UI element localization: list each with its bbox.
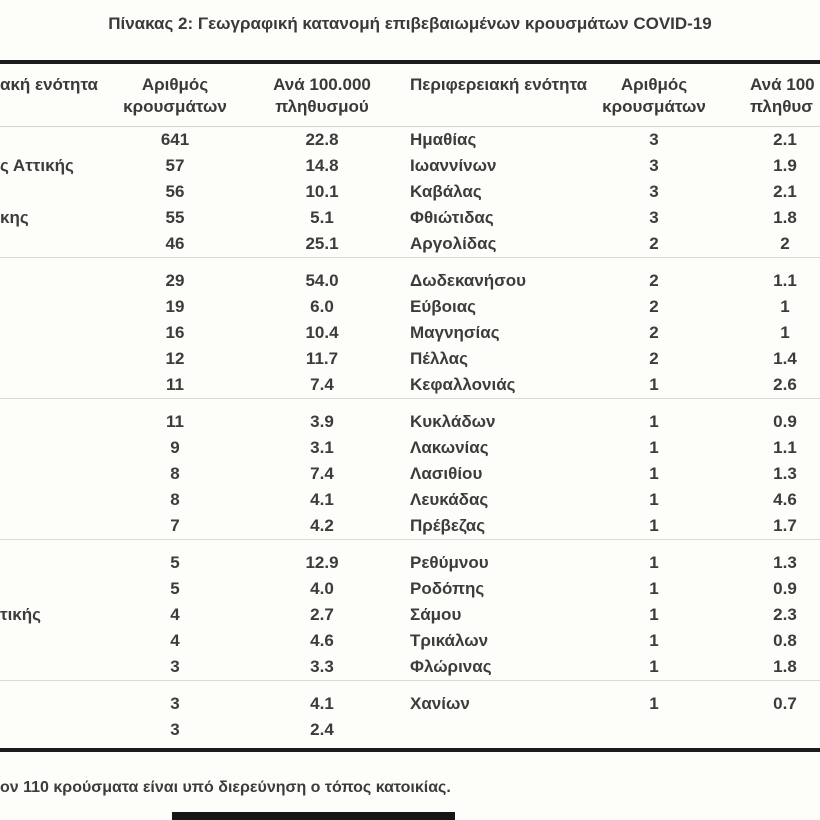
right-cases-value: 1 <box>649 516 659 535</box>
table-bottom-border <box>0 748 820 752</box>
right-rate-value: 2.1 <box>773 130 797 149</box>
table-row <box>0 576 820 602</box>
left-cases-value: 641 <box>160 130 190 149</box>
table-row <box>0 346 820 372</box>
left-cases-value: 8 <box>170 490 180 509</box>
left-region-name: κης <box>0 208 29 227</box>
right-rate-value: 1.3 <box>773 464 797 483</box>
header-right-cases: Αριθμός κρουσμάτων <box>602 75 706 116</box>
header-right-region: Περιφερειακή ενότητα <box>410 75 588 94</box>
right-rate-value: 1.7 <box>773 516 797 535</box>
left-rate-value: 10.1 <box>305 182 339 201</box>
left-region-name: ς Αττικής <box>0 156 74 175</box>
left-rate-value: 4.2 <box>310 516 334 535</box>
left-cases-value: 56 <box>165 182 185 201</box>
right-cases-value: 2 <box>649 234 659 253</box>
left-rate-value: 4.1 <box>310 490 334 509</box>
table-row <box>0 435 820 461</box>
left-cases-value: 46 <box>165 234 185 253</box>
right-cases-value: 1 <box>649 605 659 624</box>
left-rate-value: 2.7 <box>310 605 334 624</box>
right-cases-value: 1 <box>649 490 659 509</box>
table-body <box>0 127 820 743</box>
right-rate-value: 1.9 <box>773 156 797 175</box>
table-row <box>0 602 820 628</box>
right-rate-value: 1.1 <box>773 438 797 457</box>
left-rate-value: 5.1 <box>310 208 334 227</box>
right-cases-value: 1 <box>649 375 659 394</box>
left-rate-value: 25.1 <box>305 234 339 253</box>
table-row <box>0 153 820 179</box>
right-region-name: Λασιθίου <box>410 464 483 483</box>
table-row <box>0 398 820 435</box>
right-cases-value: 1 <box>649 694 659 713</box>
right-rate-value: 4.6 <box>773 490 797 509</box>
table-row <box>0 257 820 294</box>
left-cases-value: 4 <box>170 631 180 650</box>
header-left-region <box>0 74 108 118</box>
right-rate-value: 2.3 <box>773 605 797 624</box>
left-rate-value: 3.3 <box>310 657 334 676</box>
right-region-name: Καβάλας <box>410 182 482 201</box>
left-rate-value: 4.1 <box>310 694 334 713</box>
left-rate-value: 12.9 <box>305 553 339 572</box>
right-region-name: Κεφαλλονιάς <box>410 375 516 394</box>
right-cases-value: 1 <box>649 579 659 598</box>
right-region-name: Χανίων <box>410 694 470 713</box>
table-row <box>0 513 820 539</box>
table-row <box>0 205 820 231</box>
left-cases-value: 55 <box>165 208 185 227</box>
left-rate-value: 4.6 <box>310 631 334 650</box>
header-left-rate: Ανά 100.000 πληθυσμού <box>273 75 371 116</box>
footnote: ον 110 κρούσματα είναι υπό διερεύνηση ο τόπος κατοικίας. <box>0 779 451 796</box>
table-row <box>0 717 820 743</box>
table-row <box>0 487 820 513</box>
right-region-name: Ημαθίας <box>410 130 477 149</box>
left-cases-value: 8 <box>170 464 180 483</box>
right-rate-value: 0.9 <box>773 412 797 431</box>
right-region-name: Τρικάλων <box>410 631 489 650</box>
left-cases-value: 9 <box>170 438 180 457</box>
left-cases-value: 11 <box>166 412 184 431</box>
left-cases-value: 3 <box>170 657 180 676</box>
right-region-name: Εύβοιας <box>410 297 477 316</box>
left-rate-value: 7.4 <box>310 375 334 394</box>
header-left-cases: Αριθμός κρουσμάτων <box>123 75 227 116</box>
right-cases-value: 3 <box>649 156 659 175</box>
left-rate-value: 7.4 <box>310 464 334 483</box>
left-rate-value: 10.4 <box>305 323 339 342</box>
header-right-rate: Ανά 100 πληθυσ <box>750 75 815 116</box>
left-cases-value: 29 <box>165 271 185 290</box>
left-region-name: τικής <box>0 605 42 624</box>
left-cases-value: 19 <box>165 297 185 316</box>
table-row <box>0 294 820 320</box>
right-cases-value: 2 <box>649 323 659 342</box>
right-region-name: Λακωνίας <box>410 438 489 457</box>
table-row <box>0 539 820 576</box>
left-rate-value: 4.0 <box>310 579 334 598</box>
table-row <box>0 461 820 487</box>
left-rate-value: 6.0 <box>310 297 334 316</box>
right-cases-value: 3 <box>649 182 659 201</box>
right-cases-value: 2 <box>649 271 659 290</box>
right-rate-value: 1.8 <box>773 208 797 227</box>
right-cases-value: 2 <box>649 297 659 316</box>
right-cases-value: 3 <box>649 130 659 149</box>
right-cases-value: 3 <box>649 208 659 227</box>
left-cases-value: 11 <box>166 375 184 394</box>
right-cases-value: 1 <box>649 631 659 650</box>
left-rate-value: 14.8 <box>305 156 339 175</box>
table-row <box>0 179 820 205</box>
header-left-region-label: ακή ενότητα <box>0 75 99 94</box>
left-cases-value: 5 <box>170 553 180 572</box>
left-cases-value: 7 <box>170 516 180 535</box>
right-region-name: Μαγνησίας <box>410 323 500 342</box>
left-rate-value: 2.4 <box>310 720 334 739</box>
table-header-row <box>0 64 820 127</box>
right-rate-value: 2.1 <box>773 182 797 201</box>
right-region-name: Φλώρινας <box>410 657 492 676</box>
left-rate-value: 3.9 <box>310 412 334 431</box>
right-cases-value: 1 <box>649 657 659 676</box>
left-cases-value: 3 <box>170 694 180 713</box>
right-region-name: Φθιώτιδας <box>410 208 494 227</box>
left-cases-value: 5 <box>170 579 180 598</box>
right-rate-value: 0.9 <box>773 579 797 598</box>
right-region-name: Δωδεκανήσου <box>410 271 527 290</box>
right-region-name: Πρέβεζας <box>410 516 486 535</box>
left-rate-value: 22.8 <box>305 130 339 149</box>
right-rate-value: 1 <box>780 323 790 342</box>
left-cases-value: 57 <box>165 156 185 175</box>
right-rate-value: 1.1 <box>773 271 797 290</box>
left-cases-value: 3 <box>170 720 180 739</box>
table-row <box>0 372 820 398</box>
table-row <box>0 231 820 257</box>
right-rate-value: 1.4 <box>773 349 797 368</box>
cropped-element-bar <box>172 812 455 820</box>
right-cases-value: 1 <box>649 553 659 572</box>
right-cases-value: 1 <box>649 412 659 431</box>
table-row <box>0 127 820 153</box>
cases-table <box>0 60 820 752</box>
table-row <box>0 628 820 654</box>
right-region-name: Αργολίδας <box>410 234 497 253</box>
table-title: Πίνακας 2: Γεωγραφική κατανομή επιβεβαιωμένων κρουσμάτων COVID-19 <box>108 14 712 33</box>
right-cases-value: 1 <box>649 464 659 483</box>
left-rate-value: 3.1 <box>310 438 334 457</box>
table-row <box>0 320 820 346</box>
table-row <box>0 680 820 717</box>
right-rate-value: 0.7 <box>773 694 797 713</box>
right-cases-value: 2 <box>649 349 659 368</box>
right-region-name: Πέλλας <box>410 349 468 368</box>
right-rate-value: 2.6 <box>773 375 797 394</box>
left-cases-value: 12 <box>165 349 185 368</box>
right-region-name: Ροδόπης <box>410 579 485 598</box>
right-region-name: Σάμου <box>410 605 462 624</box>
right-cases-value: 1 <box>649 438 659 457</box>
right-region-name: Κυκλάδων <box>410 412 496 431</box>
right-rate-value: 2 <box>780 234 790 253</box>
right-rate-value: 1 <box>780 297 790 316</box>
table-row <box>0 654 820 680</box>
right-rate-value: 1.3 <box>773 553 797 572</box>
right-region-name: Λευκάδας <box>410 490 489 509</box>
right-rate-value: 0.8 <box>773 631 797 650</box>
right-region-name: Ιωαννίνων <box>410 156 497 175</box>
left-rate-value: 54.0 <box>305 271 339 290</box>
left-rate-value: 11.7 <box>305 349 339 368</box>
right-region-name: Ρεθύμνου <box>410 553 489 572</box>
left-cases-value: 16 <box>165 323 185 342</box>
right-rate-value: 1.8 <box>773 657 797 676</box>
left-cases-value: 4 <box>170 605 180 624</box>
